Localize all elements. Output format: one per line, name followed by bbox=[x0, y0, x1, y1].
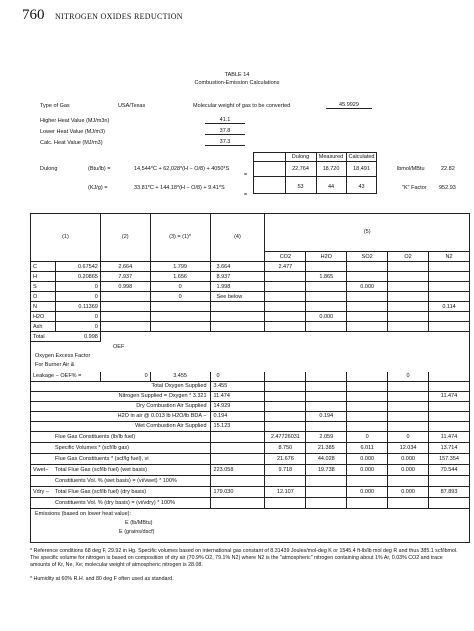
col-head-1: (1) bbox=[31, 214, 101, 262]
table-cell bbox=[347, 272, 388, 282]
table-cell bbox=[347, 411, 388, 421]
table-cell bbox=[306, 421, 347, 431]
table-cell: 8.937 bbox=[210, 272, 265, 282]
table-cell bbox=[429, 312, 470, 322]
oef-block bbox=[31, 342, 470, 372]
table-cell bbox=[265, 312, 306, 322]
table-cell bbox=[306, 322, 347, 332]
oef-line: For Burner Air & bbox=[35, 362, 75, 368]
table-cell bbox=[388, 282, 429, 292]
table-cell: 6.011 bbox=[347, 442, 388, 453]
table-cell: 11.474 bbox=[429, 391, 470, 401]
table-cell bbox=[265, 322, 306, 332]
lhv-label: Lower Heat Value (MJ/m3) bbox=[40, 129, 106, 135]
table-cell: 0.000 bbox=[306, 312, 347, 322]
table-cell: 8.750 bbox=[265, 442, 306, 453]
table-cell: 0 bbox=[388, 431, 429, 442]
table-cell: 21.676 bbox=[265, 453, 306, 464]
flue-label bbox=[31, 475, 211, 486]
dulong-col-measured: Measured bbox=[318, 154, 344, 160]
summary-label: H2O in air @ 0.013 lb H2O/lb BDA − bbox=[31, 411, 211, 421]
table-cell bbox=[347, 292, 388, 302]
table-cell bbox=[306, 302, 347, 312]
table-cell bbox=[347, 475, 388, 486]
table-cell bbox=[429, 497, 470, 508]
element-cell: H bbox=[31, 272, 56, 282]
table-cell bbox=[210, 453, 265, 464]
table-cell: 44.028 bbox=[306, 453, 347, 464]
table-cell bbox=[347, 421, 388, 431]
gas-type-value: USA/Texas bbox=[118, 103, 146, 109]
emissions-block bbox=[31, 508, 470, 542]
dulong-formula-2: 33.81*C + 144.18*(H − O/8) + 9.41*S bbox=[134, 185, 225, 191]
summary-label: Dry Combustion Air Supplied bbox=[31, 401, 211, 411]
element-cell: C bbox=[31, 262, 56, 272]
dulong-value: 18,491 bbox=[353, 166, 370, 172]
oef-line: Oxygen Excess Factor bbox=[35, 353, 91, 359]
dulong-eq-2: = bbox=[244, 192, 248, 198]
gas-col-so2: SO2 bbox=[347, 252, 388, 262]
flue-label bbox=[31, 453, 211, 464]
table-cell: See below bbox=[210, 292, 265, 302]
dulong-value: 44 bbox=[327, 184, 335, 190]
oef-label: OEF bbox=[113, 344, 125, 350]
table-cell bbox=[347, 312, 388, 322]
table-cell: 1.656 bbox=[150, 272, 210, 282]
table-cell bbox=[388, 262, 429, 272]
table-cell: 15.123 bbox=[210, 421, 265, 431]
table-cell: 179.030 bbox=[210, 486, 265, 497]
table-cell bbox=[306, 475, 347, 486]
summary-row bbox=[31, 411, 470, 421]
flue-row bbox=[31, 442, 470, 453]
summary-label: Total Oxygen Supplied bbox=[31, 381, 211, 391]
table-cell: 70.544 bbox=[429, 464, 470, 475]
table-cell: 9.718 bbox=[265, 464, 306, 475]
table-cell bbox=[100, 332, 469, 342]
dulong-value: 43 bbox=[358, 184, 365, 190]
table-cell bbox=[429, 292, 470, 302]
table-cell: 0.000 bbox=[347, 282, 388, 292]
table-cell bbox=[388, 411, 429, 421]
table-cell bbox=[265, 391, 306, 401]
table-cell bbox=[265, 381, 306, 391]
table-header-row bbox=[31, 214, 470, 252]
table-cell bbox=[429, 401, 470, 411]
table-cell bbox=[429, 372, 470, 382]
hhv-label: Higher Heat Value (MJ/m3n) bbox=[40, 118, 110, 124]
dulong-value: 53 bbox=[297, 184, 304, 190]
table-cell: 0.114 bbox=[429, 302, 470, 312]
gas-col-h2o: H2O bbox=[306, 252, 347, 262]
table-cell bbox=[429, 272, 470, 282]
combustion-table bbox=[30, 213, 470, 543]
emissions-label: Emissions (based on lower heat value): bbox=[35, 510, 131, 517]
table-cell: 0.000 bbox=[347, 453, 388, 464]
table-cell bbox=[347, 391, 388, 401]
table-cell: 0 bbox=[55, 322, 100, 332]
element-cell: N bbox=[31, 302, 56, 312]
table-cell bbox=[150, 312, 210, 322]
table-cell bbox=[265, 272, 306, 282]
table-cell bbox=[388, 401, 429, 411]
element-cell: Ash bbox=[31, 322, 56, 332]
summary-row bbox=[31, 421, 470, 431]
dulong-unit-1: (Btu/lb) = bbox=[88, 166, 111, 172]
table-cell bbox=[306, 486, 347, 497]
dulong-value: 18,720 bbox=[322, 166, 340, 172]
table-cell bbox=[210, 302, 265, 312]
page-number: 760 bbox=[22, 7, 45, 23]
table-cell: 0 bbox=[55, 292, 100, 302]
table-cell bbox=[265, 411, 306, 421]
table-cell bbox=[347, 302, 388, 312]
table-cell bbox=[265, 497, 306, 508]
element-cell: H2O bbox=[31, 312, 56, 322]
col-head-5: (5) bbox=[265, 214, 470, 252]
table-cell: 3.455 bbox=[150, 372, 210, 382]
table-cell: 0 bbox=[210, 372, 265, 382]
table-cell bbox=[306, 381, 347, 391]
summary-row bbox=[31, 381, 470, 391]
col-head-2: (2) bbox=[100, 214, 150, 262]
table-cell: 0.000 bbox=[347, 486, 388, 497]
table-cell bbox=[347, 372, 388, 382]
table-row bbox=[31, 312, 470, 322]
table-cell bbox=[100, 292, 150, 302]
table-cell bbox=[388, 391, 429, 401]
flue-label bbox=[31, 442, 211, 453]
dulong-value: 22,764 bbox=[292, 166, 309, 172]
table-cell: 0 bbox=[150, 292, 210, 302]
table-cell bbox=[388, 421, 429, 431]
table-cell: 0.20865 bbox=[55, 272, 100, 282]
total-row bbox=[31, 332, 470, 342]
table-cell bbox=[429, 411, 470, 421]
flue-label bbox=[31, 431, 211, 442]
table-row bbox=[31, 262, 470, 272]
table-cell bbox=[388, 272, 429, 282]
flue-label-text: Specific Volumes * (scf/lb gas) bbox=[55, 444, 129, 451]
hhv-value: 41.1 bbox=[205, 117, 245, 124]
table-cell bbox=[265, 292, 306, 302]
table-cell bbox=[306, 372, 347, 382]
molecular-weight-value: 45.9929 bbox=[326, 102, 372, 109]
table-cell: 223.058 bbox=[210, 464, 265, 475]
table-cell bbox=[306, 401, 347, 411]
total-label: Total bbox=[31, 332, 56, 342]
table-cell: 0.998 bbox=[100, 282, 150, 292]
summary-row bbox=[31, 401, 470, 411]
element-cell: O bbox=[31, 292, 56, 302]
table-cell: 2.477 bbox=[265, 262, 306, 272]
element-cell: S bbox=[31, 282, 56, 292]
table-cell: 14.929 bbox=[210, 401, 265, 411]
table-cell bbox=[347, 322, 388, 332]
oef-row bbox=[31, 342, 470, 372]
table-cell: 87.893 bbox=[429, 486, 470, 497]
table-cell: 0.000 bbox=[347, 464, 388, 475]
lhv-value: 37.8 bbox=[205, 128, 245, 135]
flue-row bbox=[31, 475, 470, 486]
gas-col-o2: O2 bbox=[388, 252, 429, 262]
table-cell: 0.000 bbox=[388, 464, 429, 475]
table-cell: 0.67542 bbox=[55, 262, 100, 272]
table-cell bbox=[388, 312, 429, 322]
summary-label: Nitrogen Supplied = Oxygen * 3.321 bbox=[31, 391, 211, 401]
flue-label bbox=[31, 497, 211, 508]
gas-col-co2: CO2 bbox=[265, 252, 306, 262]
table-cell bbox=[429, 322, 470, 332]
flue-label-text: Total Flue Gas (scf/lb fuel) (wet basis) bbox=[55, 466, 148, 473]
flue-prefix: Vdry − bbox=[33, 488, 50, 495]
flue-label-text: Total Flue Gas (scf/lb fuel) (dry basis) bbox=[55, 488, 147, 495]
table-cell bbox=[306, 292, 347, 302]
table-cell: 19.738 bbox=[306, 464, 347, 475]
table-number: TABLE 14 bbox=[224, 72, 250, 78]
table-cell bbox=[429, 421, 470, 431]
table-cell bbox=[265, 372, 306, 382]
dulong-col-dulong: Dulong bbox=[291, 154, 310, 160]
table-cell: 0.000 bbox=[388, 453, 429, 464]
running-title: NITROGEN OXIDES REDUCTION bbox=[54, 12, 183, 21]
table-row bbox=[31, 322, 470, 332]
table-cell bbox=[150, 322, 210, 332]
table-row bbox=[31, 282, 470, 292]
table-cell bbox=[210, 431, 265, 442]
calc-heat-value: 37.3 bbox=[205, 139, 245, 146]
table-cell: 3.664 bbox=[210, 262, 265, 272]
molecular-weight-label: Molecular weight of gas to be converted bbox=[193, 103, 291, 109]
table-cell: 12.107 bbox=[265, 486, 306, 497]
table-cell bbox=[388, 302, 429, 312]
table-cell: 0.11369 bbox=[55, 302, 100, 312]
table-cell bbox=[210, 322, 265, 332]
emissions-row bbox=[31, 508, 470, 542]
flue-prefix: Vwet− bbox=[33, 466, 49, 473]
leakage-label: Leakage − OEF% = bbox=[31, 372, 101, 382]
table-cell: 0 bbox=[55, 282, 100, 292]
table-cell: 13.714 bbox=[429, 442, 470, 453]
table-cell bbox=[306, 391, 347, 401]
table-cell bbox=[210, 312, 265, 322]
table-cell: 0 bbox=[388, 372, 429, 382]
table-cell: 0.000 bbox=[388, 486, 429, 497]
table-body bbox=[31, 214, 470, 543]
col-head-4: (4) bbox=[210, 214, 265, 262]
table-cell: 2.47726031 bbox=[265, 431, 306, 442]
dulong-eq-1: = bbox=[244, 172, 248, 178]
table-row bbox=[31, 302, 470, 312]
table-caption: Combustion-Emission Calculations bbox=[194, 80, 280, 86]
table-cell: 1.865 bbox=[306, 272, 347, 282]
table-cell bbox=[347, 381, 388, 391]
table-cell: 7.937 bbox=[100, 272, 150, 282]
table-cell bbox=[429, 282, 470, 292]
flue-label-text: Flue Gas Constituents * (scf/lg fuel), vi bbox=[55, 455, 149, 462]
table-cell bbox=[150, 302, 210, 312]
table-cell bbox=[306, 282, 347, 292]
table-cell bbox=[100, 312, 150, 322]
table-cell: 3.455 bbox=[210, 381, 265, 391]
flue-label-text: Flue Gas Constituents (lb/lb fuel) bbox=[55, 433, 136, 440]
table-cell: 12.034 bbox=[388, 442, 429, 453]
table-row bbox=[31, 292, 470, 302]
table-cell: 11.474 bbox=[429, 431, 470, 442]
flue-label bbox=[31, 464, 211, 475]
calc-heat-label: Calc. Heat Value (MJ/m3) bbox=[40, 140, 103, 146]
oxygen-excess-row bbox=[31, 372, 470, 382]
flue-label-text: Constituents Vol. % (wet basis) = (vi/vwet) * 100% bbox=[55, 477, 177, 484]
table-cell: 2.059 bbox=[306, 431, 347, 442]
table-cell bbox=[210, 475, 265, 486]
table-cell: 0 bbox=[150, 282, 210, 292]
table-cell: 0 bbox=[347, 431, 388, 442]
table-cell bbox=[100, 302, 150, 312]
flue-row bbox=[31, 486, 470, 497]
table-cell: 157.354 bbox=[429, 453, 470, 464]
table-cell bbox=[388, 322, 429, 332]
table-cell bbox=[210, 497, 265, 508]
table-cell bbox=[100, 322, 150, 332]
table-cell: 2.664 bbox=[100, 262, 150, 272]
footnote-reference: * Reference conditions 68 deg F, 29.92 in Hg. Specific volumes based on international gas constant of 8.31439 Joules/mol-deg K or 1545.4 ft-lb/lb mol deg R and thus 385.1 scf/lbmol. The specific volume for nitrogen is based on composition of dry air (70.9% O2, 79.1% N2) where N2 is the "atmospheric" nitrogen containing about 1% Ar, 0.03% CO2 and trace amounts of Kr, Ne, Xe; molecular weight of atmospheric nitrogen is 28.08. bbox=[30, 548, 458, 568]
gas-col-n2: N2 bbox=[429, 252, 470, 262]
emissions-lb-mbtu: E (lb/MBtu) bbox=[125, 519, 153, 526]
lbmol-value: 22.82 bbox=[441, 166, 455, 172]
table-cell: 0.194 bbox=[210, 411, 265, 421]
summary-label: Wet Combustion Air Supplied bbox=[31, 421, 211, 431]
table-cell: 1.799 bbox=[150, 262, 210, 272]
table-cell: 11.474 bbox=[210, 391, 265, 401]
flue-row bbox=[31, 453, 470, 464]
flue-row bbox=[31, 464, 470, 475]
flue-row bbox=[31, 497, 470, 508]
table-cell bbox=[388, 497, 429, 508]
table-cell: 0 bbox=[100, 372, 150, 382]
table-cell bbox=[347, 401, 388, 411]
dulong-formula-1: 14,544*C + 62,028*(H − O/8) + 4050*S bbox=[134, 166, 230, 172]
col-head-3: (3) = (1)* bbox=[150, 214, 210, 262]
table-cell bbox=[429, 262, 470, 272]
table-cell bbox=[388, 381, 429, 391]
emissions-grains: E (grains/dscf) bbox=[119, 528, 155, 535]
lbmol-label: lbmol/MBtu bbox=[397, 166, 425, 172]
table-cell bbox=[306, 262, 347, 272]
table-cell bbox=[265, 302, 306, 312]
table-cell bbox=[265, 421, 306, 431]
table-cell: 1.998 bbox=[210, 282, 265, 292]
flue-row bbox=[31, 431, 470, 442]
k-factor-value: 952.93 bbox=[439, 185, 456, 191]
gas-type-label: Type of Gas bbox=[40, 103, 70, 109]
table-cell bbox=[265, 282, 306, 292]
footnote-humidity: * Humidity at 60% R.H. and 80 deg F often used as standard. bbox=[30, 576, 174, 582]
total-value: 0.998 bbox=[55, 332, 100, 342]
table-cell: 0.194 bbox=[306, 411, 347, 421]
dulong-unit-2: (KJ/g) = bbox=[88, 185, 108, 191]
dulong-label: Dulong bbox=[40, 166, 58, 172]
table-cell bbox=[210, 442, 265, 453]
table-cell bbox=[388, 475, 429, 486]
table-cell bbox=[388, 292, 429, 302]
table-cell bbox=[429, 475, 470, 486]
table-cell: 0 bbox=[55, 312, 100, 322]
table-cell bbox=[347, 497, 388, 508]
summary-row bbox=[31, 391, 470, 401]
flue-label-text: Constituents Vol. % (dry basis) = (vi/vdry) * 100% bbox=[55, 499, 175, 506]
table-cell bbox=[265, 475, 306, 486]
k-factor-label: "K" Factor bbox=[402, 185, 427, 191]
table-cell bbox=[265, 401, 306, 411]
table-row bbox=[31, 272, 470, 282]
table-cell bbox=[429, 381, 470, 391]
table-cell: 21.385 bbox=[306, 442, 347, 453]
table-cell bbox=[306, 497, 347, 508]
page-header bbox=[22, 6, 183, 24]
dulong-col-calculated: Calculated bbox=[348, 154, 375, 160]
flue-label bbox=[31, 486, 211, 497]
table-cell bbox=[347, 262, 388, 272]
